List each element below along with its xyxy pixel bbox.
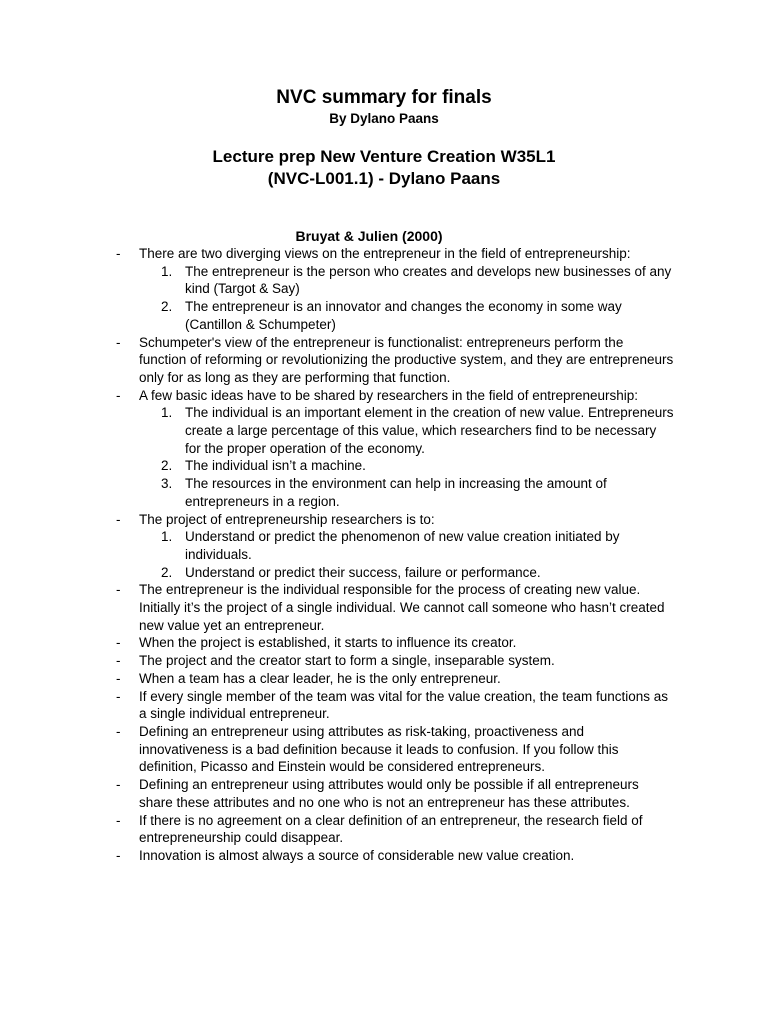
bullet-dash: - (116, 635, 121, 651)
sub-list-item-text: Understand or predict the phenomenon of new value creation initiated by individuals. (185, 529, 620, 562)
lecture-heading-line-1: Lecture prep New Venture Creation W35L1 (212, 147, 556, 166)
list-number: 1. (161, 405, 173, 421)
bullet-dash: - (116, 582, 121, 598)
list-item (114, 245, 674, 263)
list-item (114, 812, 674, 847)
lecture-heading-line-2: (NVC-L001.1) - Dylano Paans (267, 169, 501, 188)
lecture-heading (0, 146, 768, 190)
list-item (114, 652, 674, 670)
list-number: 1. (161, 263, 173, 279)
list-item (114, 670, 674, 688)
bullet-dash: - (116, 723, 121, 739)
list-item (114, 334, 674, 387)
bullet-dash: - (116, 334, 121, 350)
list-item-text: There are two diverging views on the entrepreneur in the field of entrepreneurship: (139, 246, 631, 261)
bullet-dash: - (116, 511, 121, 527)
list-item (114, 634, 674, 652)
sub-list-item-text: The resources in the environment can help in increasing the amount of entrepreneurs in a region. (185, 476, 607, 509)
sub-list-item-text: The individual is an important element in the creation of new value. Entrepreneurs create a large percentage of this value, which researchers find to be necessary for the proper operation of the economy. (185, 405, 674, 456)
list-item (114, 847, 674, 865)
list-item-text: If there is no agreement on a clear definition of an entrepreneur, the research field of entrepreneurship could disappear. (139, 812, 643, 846)
sub-list-item (114, 263, 674, 298)
list-number: 2. (161, 564, 173, 580)
list-item-text: The entrepreneur is the individual responsible for the process of creating new value. Initially it’s the project of a single individual. We cannot call someone who hasn’t created new value yet an entrepreneur. (139, 582, 665, 633)
list-item-text: A few basic ideas have to be shared by researchers in the field of entrepreneurship: (139, 387, 639, 403)
bullet-dash: - (116, 847, 121, 863)
list-item (114, 581, 674, 634)
bullet-dash: - (116, 246, 121, 261)
sub-list-item (114, 457, 674, 475)
list-item-text: When a team has a clear leader, he is the only entrepreneur. (139, 670, 501, 686)
bullet-dash: - (116, 670, 121, 686)
bullet-dash: - (116, 688, 121, 704)
sub-list-item (114, 298, 674, 333)
bullet-dash: - (116, 387, 121, 403)
sub-list-item (114, 404, 674, 457)
sub-list-item-text: The entrepreneur is an innovator and changes the economy in some way (Cantillon & Schumpeter) (185, 299, 622, 332)
bullet-dash: - (116, 653, 121, 669)
list-item-text: When the project is established, it starts to influence its creator. (139, 635, 517, 651)
sub-list-item (114, 475, 674, 510)
sub-list-item-text: The individual isn’t a machine. (185, 458, 366, 474)
list-item-text: If every single member of the team was vital for the value creation, the team functions as a single individual entrepreneur. (139, 688, 669, 722)
list-number: 2. (161, 458, 173, 474)
list-item (114, 723, 674, 776)
sub-list-item (114, 528, 674, 563)
sub-list-item-text: Understand or predict their success, failure or performance. (185, 564, 541, 580)
list-item-text: Schumpeter's view of the entrepreneur is functionalist: entrepreneurs perform the function of reforming or revolutionizing the productive system, and they are entrepreneurs only for as long as they are performing that function. (139, 334, 674, 385)
list-number: 3. (161, 476, 173, 492)
document-author: By Dylano Paans (329, 111, 439, 126)
list-item-text: Defining an entrepreneur using attributes as risk-taking, proactiveness and innovativeness is a bad definition because it leads to confusion. If you follow this definition, Picasso and Einstein would be considered entrepreneurs. (139, 723, 619, 775)
list-item-text: Defining an entrepreneur using attributes would only be possible if all entrepreneurs share these attributes and no one who is not an entrepreneur has these attributes. (139, 777, 639, 810)
bullet-dash: - (116, 777, 121, 793)
list-item (114, 511, 674, 529)
list-number: 2. (161, 299, 173, 315)
list-item (114, 688, 674, 723)
bullet-list (114, 245, 674, 865)
list-item (114, 776, 674, 811)
list-number: 1. (161, 529, 173, 545)
list-item-text: Innovation is almost always a source of considerable new value creation. (139, 847, 575, 863)
list-item (114, 387, 674, 405)
list-item-text: The project and the creator start to form a single, inseparable system. (139, 653, 555, 669)
document-title: NVC summary for finals (276, 87, 492, 108)
bullet-dash: - (116, 812, 121, 828)
sub-list-item-text: The entrepreneur is the person who creates and develops new businesses of any kind (Targot & Say) (185, 263, 672, 297)
sub-list-item (114, 564, 674, 582)
section-heading: Bruyat & Julien (2000) (295, 228, 443, 244)
list-item-text: The project of entrepreneurship researchers is to: (139, 511, 435, 527)
